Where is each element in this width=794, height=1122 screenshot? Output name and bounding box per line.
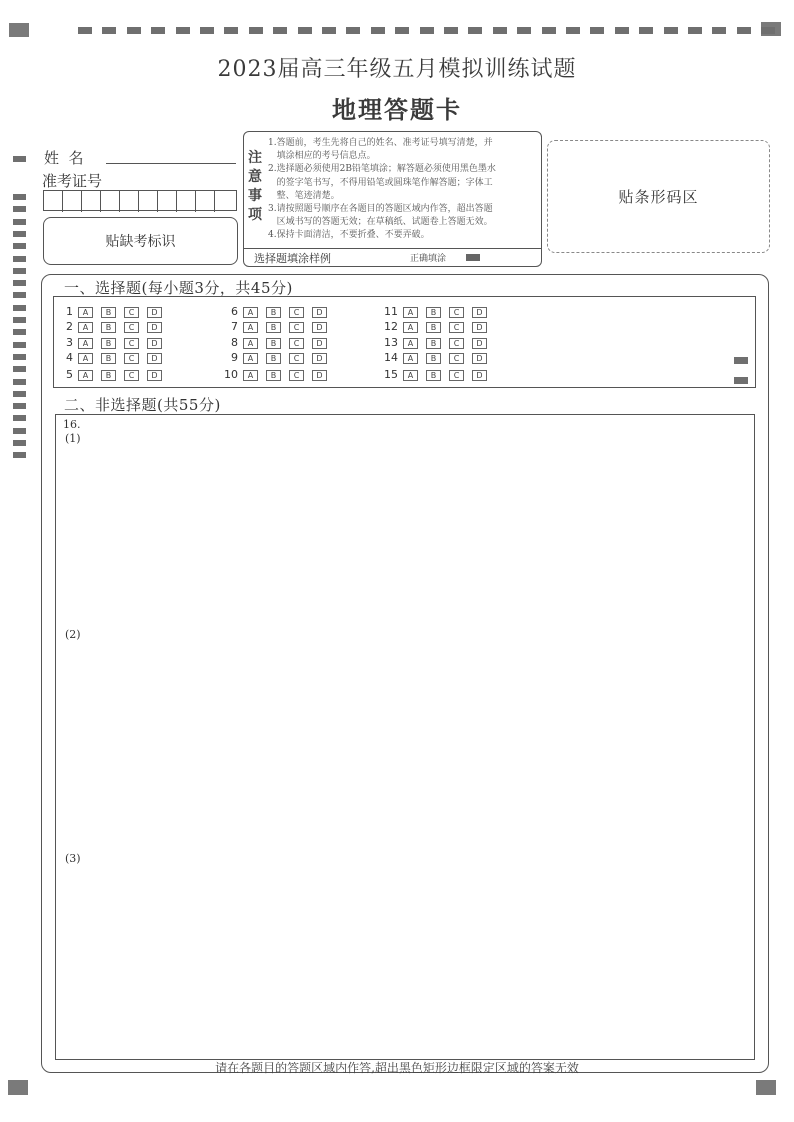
option-bubble-a[interactable]: A (78, 370, 93, 381)
option-bubble-b[interactable]: B (426, 307, 441, 318)
option-bubble-b[interactable]: B (266, 307, 281, 318)
absent-sticker-area (43, 217, 238, 265)
exam-number-label: 准考证号 (42, 172, 103, 190)
choice-question (53, 336, 170, 349)
choice-question (218, 351, 335, 364)
choice-question (378, 336, 495, 349)
left-timing-mark (13, 268, 26, 274)
option-bubble-d[interactable]: D (147, 353, 162, 364)
left-timing-mark (13, 231, 26, 237)
option-bubble-c[interactable]: C (124, 322, 139, 333)
choice-question (53, 368, 170, 381)
choice-question (378, 351, 495, 364)
top-timing-mark (761, 27, 775, 34)
option-bubble-d[interactable]: D (312, 322, 327, 333)
option-bubble-a[interactable]: A (78, 353, 93, 364)
fill-sample-label: 选择题填涂样例 (254, 252, 331, 265)
option-bubble-d[interactable]: D (147, 322, 162, 333)
top-timing-mark (298, 27, 312, 34)
page-subtitle: 地理答题卡 (332, 95, 462, 124)
question-number: 7 (231, 320, 238, 333)
option-bubble-a[interactable]: A (243, 307, 258, 318)
option-bubble-d[interactable]: D (472, 353, 487, 364)
top-timing-mark (688, 27, 702, 34)
top-timing-mark (200, 27, 214, 34)
top-timing-mark (322, 27, 336, 34)
top-timing-mark (590, 27, 604, 34)
question-16-part-3: (3) (65, 852, 81, 865)
option-bubble-d[interactable]: D (147, 370, 162, 381)
question-number: 2 (66, 320, 73, 333)
left-timing-mark (13, 391, 26, 397)
top-timing-mark (615, 27, 629, 34)
choice-question (53, 351, 170, 364)
name-label: 姓 名 (44, 149, 84, 167)
notice-box (243, 131, 542, 267)
left-timing-mark (13, 219, 26, 225)
left-timing-mark (13, 243, 26, 249)
left-timing-mark (13, 280, 26, 286)
top-timing-mark (493, 27, 507, 34)
option-bubble-a[interactable]: A (243, 322, 258, 333)
question-number: 14 (384, 351, 398, 364)
notice-text: 1.答题前，考生先将自己的姓名、准考证号填写清楚，并 填涂相应的考号信息点。 2.选择题必须使用2B铅笔填涂；解答题必须使用黑色墨水 的签字笔书写，不得用铅笔或圆珠笔作解答题；字体工 整、笔迹清楚。 3.请按照题号顺序在各题目的答题区域内作答，超出答题 区域书写的答题无效；在草稿纸、试题卷上答题无效。 4.保持卡面清洁，不要折叠、不要弄破。 (268, 138, 496, 241)
option-bubble-a[interactable]: A (243, 353, 258, 364)
corner-mark-bottom-left (8, 1080, 28, 1095)
absent-sticker-label: 贴缺考标识 (105, 234, 176, 250)
option-bubble-c[interactable]: C (124, 370, 139, 381)
option-bubble-c[interactable]: C (124, 353, 139, 364)
option-bubble-d[interactable]: D (147, 338, 162, 349)
choice-question (53, 305, 170, 318)
left-timing-mark (13, 329, 26, 335)
option-bubble-b[interactable]: B (426, 353, 441, 364)
correct-fill-label: 正确填涂 (410, 254, 447, 264)
left-timing-mark (13, 415, 26, 421)
exam-number-grid[interactable] (43, 190, 237, 211)
choice-question (218, 305, 335, 318)
option-bubble-c[interactable]: C (289, 370, 304, 381)
option-bubble-d[interactable]: D (312, 338, 327, 349)
option-bubble-d[interactable]: D (472, 370, 487, 381)
left-timing-mark (13, 256, 26, 262)
left-timing-mark (13, 156, 26, 162)
option-bubble-a[interactable]: A (403, 322, 418, 333)
option-bubble-b[interactable]: B (266, 353, 281, 364)
top-timing-mark (249, 27, 263, 34)
top-timing-mark (371, 27, 385, 34)
question-16-part-1: (1) (65, 432, 81, 445)
top-timing-mark (664, 27, 678, 34)
option-bubble-a[interactable]: A (403, 307, 418, 318)
left-timing-mark (13, 440, 26, 446)
top-timing-mark (468, 27, 482, 34)
question-number: 8 (231, 336, 238, 349)
top-timing-mark (420, 27, 434, 34)
left-timing-mark (13, 428, 26, 434)
question-number: 11 (384, 305, 398, 318)
option-bubble-b[interactable]: B (426, 370, 441, 381)
choice-question (378, 368, 495, 381)
name-field[interactable] (106, 163, 236, 164)
option-bubble-b[interactable]: B (426, 338, 441, 349)
top-timing-mark (444, 27, 458, 34)
top-timing-mark (273, 27, 287, 34)
left-timing-mark (13, 379, 26, 385)
option-bubble-c[interactable]: C (289, 322, 304, 333)
top-timing-mark (78, 27, 92, 34)
free-response-area[interactable] (55, 414, 755, 1060)
option-bubble-c[interactable]: C (449, 322, 464, 333)
option-bubble-a[interactable]: A (243, 370, 258, 381)
section1-title: 一、选择题(每小题3分，共45分) (64, 279, 293, 297)
option-bubble-d[interactable]: D (472, 338, 487, 349)
left-timing-mark (13, 206, 26, 212)
option-bubble-c[interactable]: C (449, 370, 464, 381)
left-timing-mark (13, 317, 26, 323)
question-number: 1 (66, 305, 73, 318)
option-bubble-a[interactable]: A (78, 338, 93, 349)
option-bubble-d[interactable]: D (312, 353, 327, 364)
option-bubble-d[interactable]: D (472, 322, 487, 333)
page-title: 2023届高三年级五月模拟训练试题 (217, 57, 577, 82)
top-timing-mark (566, 27, 580, 34)
section2-title: 二、非选择题(共55分) (64, 396, 221, 414)
correct-fill-sample (466, 254, 480, 261)
option-bubble-c[interactable]: C (289, 338, 304, 349)
option-bubble-b[interactable]: B (426, 322, 441, 333)
question-16-part-2: (2) (65, 628, 81, 641)
top-timing-mark (395, 27, 409, 34)
option-bubble-b[interactable]: B (266, 338, 281, 349)
choice-question (53, 320, 170, 333)
question-number: 4 (66, 351, 73, 364)
option-bubble-a[interactable]: A (403, 338, 418, 349)
choice-question (378, 320, 495, 333)
option-bubble-d[interactable]: D (312, 370, 327, 381)
left-timing-mark (13, 292, 26, 298)
option-bubble-b[interactable]: B (101, 307, 116, 318)
left-timing-mark (13, 305, 26, 311)
option-bubble-c[interactable]: C (124, 307, 139, 318)
question-16-number: 16. (63, 418, 81, 431)
option-bubble-b[interactable]: B (101, 338, 116, 349)
option-bubble-d[interactable]: D (312, 307, 327, 318)
top-timing-mark (737, 27, 751, 34)
barcode-label: 贴条形码区 (618, 188, 699, 206)
left-timing-mark (13, 366, 26, 372)
question-number: 12 (384, 320, 398, 333)
option-bubble-a[interactable]: A (403, 370, 418, 381)
option-bubble-a[interactable]: A (78, 307, 93, 318)
corner-mark-bottom-right (756, 1080, 776, 1095)
question-number: 9 (231, 351, 238, 364)
option-bubble-b[interactable]: B (266, 322, 281, 333)
top-timing-mark (127, 27, 141, 34)
choice-question (218, 336, 335, 349)
question-number: 3 (66, 336, 73, 349)
option-bubble-c[interactable]: C (449, 307, 464, 318)
option-bubble-a[interactable]: A (78, 322, 93, 333)
barcode-area (547, 140, 770, 253)
top-timing-mark (176, 27, 190, 34)
option-bubble-b[interactable]: B (101, 322, 116, 333)
top-timing-mark (151, 27, 165, 34)
option-bubble-c[interactable]: C (449, 353, 464, 364)
option-bubble-c[interactable]: C (124, 338, 139, 349)
left-timing-mark (13, 403, 26, 409)
option-bubble-a[interactable]: A (243, 338, 258, 349)
choice-question (378, 305, 495, 318)
notice-heading: 注 意 事 项 (248, 150, 262, 223)
option-bubble-d[interactable]: D (472, 307, 487, 318)
top-timing-mark (346, 27, 360, 34)
question-number: 15 (384, 368, 398, 381)
option-bubble-c[interactable]: C (289, 353, 304, 364)
option-bubble-c[interactable]: C (289, 307, 304, 318)
left-timing-mark (13, 194, 26, 200)
option-bubble-a[interactable]: A (403, 353, 418, 364)
question-number: 13 (384, 336, 398, 349)
left-timing-mark (13, 354, 26, 360)
question-number: 6 (231, 305, 238, 318)
choice-question (218, 320, 335, 333)
top-timing-mark (639, 27, 653, 34)
top-timing-mark (517, 27, 531, 34)
top-timing-mark (712, 27, 726, 34)
option-bubble-b[interactable]: B (101, 353, 116, 364)
option-bubble-d[interactable]: D (147, 307, 162, 318)
option-bubble-b[interactable]: B (266, 370, 281, 381)
footer-warning: 请在各题目的答题区域内作答,超出黑色矩形边框限定区域的答案无效 (215, 1061, 579, 1075)
question-number: 5 (66, 368, 73, 381)
question-number: 10 (224, 368, 238, 381)
top-timing-mark (542, 27, 556, 34)
top-timing-mark (224, 27, 238, 34)
left-timing-mark (13, 342, 26, 348)
top-timing-mark (102, 27, 116, 34)
option-bubble-c[interactable]: C (449, 338, 464, 349)
option-bubble-b[interactable]: B (101, 370, 116, 381)
corner-mark-top-left (9, 23, 29, 37)
left-timing-mark (13, 452, 26, 458)
choice-question (218, 368, 335, 381)
